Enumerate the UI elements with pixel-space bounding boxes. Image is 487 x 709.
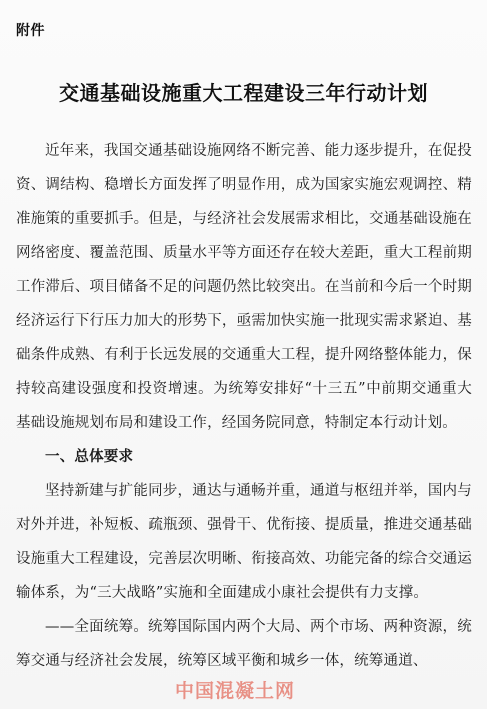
section-paragraph: 坚持新建与扩能同步，通达与通畅并重，通道与枢纽并举，国内与对外并进，补短板、疏瓶颈、强骨干、优衔接、提质量，推进交通基础设施重大工程建设，完善层次明晰、衔接高效、功能完备的综合交通运输体系，为“三大战略”实施和全面建成小康社会提供有力支撑。 bbox=[16, 483, 472, 601]
intro-paragraph: 近年来，我国交通基础设施网络不断完善、能力逐步提升，在促投资、调结构、稳增长方面发挥了明显作用，成为国家实施宏观调控、精准施策的重要抓手。但是，与经济社会发展需求相比，交通基础设施在网络密度、覆盖范围、质量水平等方面还存在较大差距，重大工程前期工作滞后、项目储备不足的问题仍然比较突出。在当前和今后一个时期经济运行下行压力加大的形势下，亟需加快实施一批现实需求紧迫、基础条件成熟、有利于长远发展的交通重大工程，提升网络整体能力，保持较高建设强度和投资增速。为统筹安排好“十三五”中前期交通重大基础设施规划布局和建设工作，经国务院同意，特制定本行动计划。 bbox=[16, 143, 472, 431]
section-heading: 一、总体要求 bbox=[45, 448, 134, 465]
site-watermark: 中国混凝土网 bbox=[175, 680, 296, 702]
document-body bbox=[16, 134, 472, 678]
section-list-item: ——全面统筹。统筹国际国内两个大局、两个市场、两种资源，统筹交通与经济社会发展，统筹区域平衡和城乡一体，统筹通道、 bbox=[16, 619, 472, 669]
attachment-label: 附件 bbox=[16, 23, 45, 39]
document-title: 交通基础设施重大工程建设三年行动计划 bbox=[59, 81, 428, 105]
